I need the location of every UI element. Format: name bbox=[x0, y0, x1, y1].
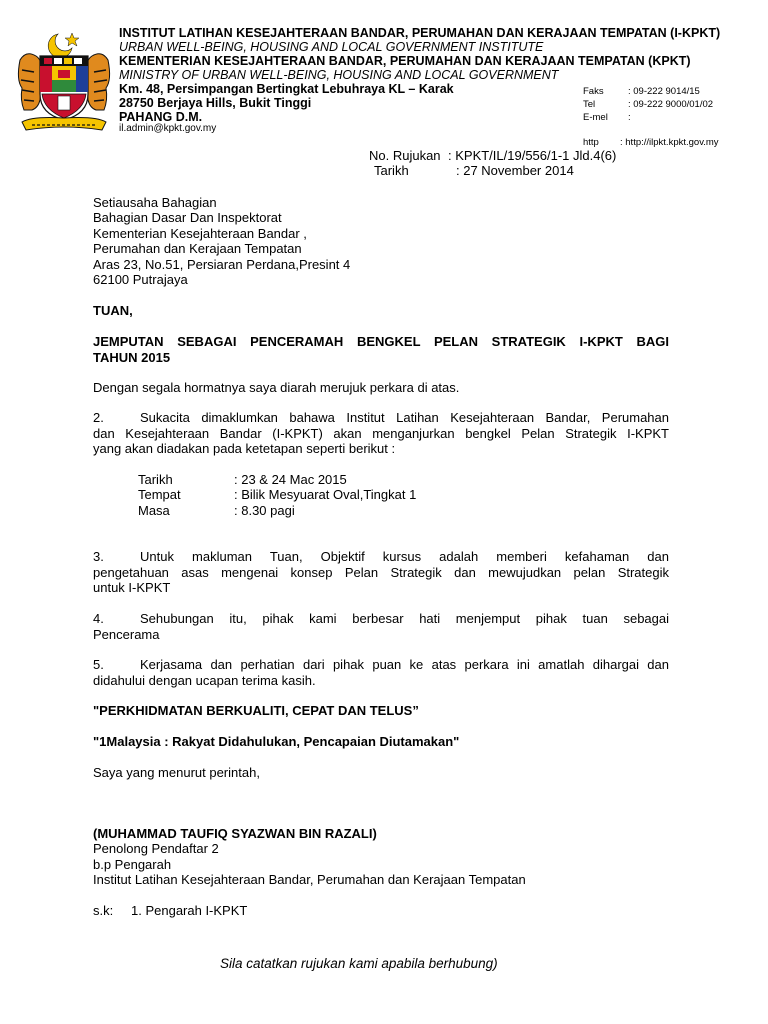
subject-heading bbox=[93, 334, 669, 365]
recipient-line: Bahagian Dasar Dan Inspektorat bbox=[93, 210, 282, 225]
event-row-time bbox=[138, 503, 295, 519]
paragraph-text: Sehubungan itu, pihak kami berbesar hati menjemput pihak tuan sebagai bbox=[140, 611, 669, 626]
paragraph-3 bbox=[93, 549, 669, 596]
cc-item: 1. Pengarah I-KPKT bbox=[131, 903, 248, 918]
paragraph-line: untuk I-KPKT bbox=[93, 580, 171, 595]
email-address: il.admin@kpkt.gov.my bbox=[119, 123, 217, 134]
subject-line: TAHUN 2015 bbox=[93, 349, 171, 365]
event-value: : Bilik Mesyuarat Oval,Tingkat 1 bbox=[234, 487, 417, 502]
reference-no-label: No. Rujukan bbox=[369, 148, 441, 163]
paragraph-line: Pencerama bbox=[93, 626, 160, 642]
signatory-name: (MUHAMMAD TAUFIQ SYAZWAN BIN RAZALI) bbox=[93, 826, 377, 841]
paragraph-text: Sukacita dimaklumkan bahawa Institut Latihan Kesejahteraan Bandar, Perumahan bbox=[140, 410, 669, 425]
paragraph-number: 3. bbox=[93, 549, 104, 564]
footer-note: Sila catatkan rujukan kami apabila berhubung) bbox=[220, 956, 498, 971]
reference-date-label: Tarikh bbox=[374, 163, 409, 178]
address-line-2: 28750 Berjaya Hills, Bukit Tinggi bbox=[119, 96, 312, 110]
event-row-venue bbox=[138, 487, 416, 503]
recipient-line: Kementerian Kesejahteraan Bandar , bbox=[93, 226, 307, 241]
ministry-name-en: MINISTRY OF URBAN WELL-BEING, HOUSING AND LOCAL GOVERNMENT bbox=[119, 68, 559, 82]
address-line-3: PAHANG D.M. bbox=[119, 110, 203, 124]
crest-icon bbox=[14, 30, 114, 136]
reference-date-value: : 27 November 2014 bbox=[456, 163, 574, 178]
recipient-line: 62100 Putrajaya bbox=[93, 272, 188, 287]
reference-no-value: : KPKT/IL/19/556/1-1 Jld.4(6) bbox=[448, 148, 617, 163]
paragraph-line: dan Kesejahteraan Bandar (I-KPKT) akan menganjurkan bengkel Pelan Strategik I-KPKT bbox=[93, 425, 669, 441]
paragraph-number: 5. bbox=[93, 657, 104, 672]
paragraph-text: Untuk makluman Tuan, Objektif kursus adalah memberi kefahaman dan bbox=[140, 549, 669, 564]
closing-line: Saya yang menurut perintah, bbox=[93, 765, 260, 780]
event-label: Masa bbox=[138, 503, 170, 518]
signatory-on-behalf: b.p Pengarah bbox=[93, 857, 172, 872]
paragraph-4 bbox=[93, 611, 669, 642]
paragraph-line: yang akan diadakan pada ketetapan seperti berikut : bbox=[93, 441, 396, 456]
recipient-line: Setiausaha Bahagian bbox=[93, 195, 217, 210]
paragraph-number: 2. bbox=[93, 410, 104, 425]
address-line-1: Km. 48, Persimpangan Bertingkat Lebuhraya KL – Karak bbox=[119, 82, 454, 96]
contact-tel-label: Tel bbox=[583, 99, 596, 110]
contact-fax-value: : 09-222 9014/15 bbox=[628, 86, 700, 97]
paragraph-number: 4. bbox=[93, 611, 104, 626]
cc-label: s.k: bbox=[93, 903, 114, 918]
paragraph-1: Dengan segala hormatnya saya diarah merujuk perkara di atas. bbox=[93, 380, 460, 395]
signatory-title: Penolong Pendaftar 2 bbox=[93, 841, 219, 856]
paragraph-2 bbox=[93, 410, 669, 457]
paragraph-line: pengetahuan asas mengenai konsep Pelan Strategik dan mewujudkan pelan Strategik bbox=[93, 564, 669, 580]
institute-name-en: URBAN WELL-BEING, HOUSING AND LOCAL GOVERNMENT INSTITUTE bbox=[119, 40, 544, 54]
recipient-line: Perumahan dan Kerajaan Tempatan bbox=[93, 241, 302, 256]
subject-line: JEMPUTAN SEBAGAI PENCERAMAH BENGKEL PELAN STRATEGIK I-KPKT BAGI bbox=[93, 334, 669, 349]
motto-1malaysia: "1Malaysia : Rakyat Didahulukan, Pencapaian Diutamakan" bbox=[93, 734, 460, 749]
paragraph-text: Kerjasama dan perhatian dari pihak puan ke atas perkara ini amatlah dihargai dan bbox=[140, 657, 669, 672]
event-label: Tarikh bbox=[138, 472, 173, 487]
event-row-date bbox=[138, 472, 347, 488]
contact-web-label: http bbox=[583, 137, 599, 148]
ministry-name: KEMENTERIAN KESEJAHTERAAN BANDAR, PERUMAHAN DAN KERAJAAN TEMPATAN (KPKT) bbox=[119, 54, 691, 68]
signatory-organization: Institut Latihan Kesejahteraan Bandar, Perumahan dan Kerajaan Tempatan bbox=[93, 872, 526, 887]
institute-name: INSTITUT LATIHAN KESEJAHTERAAN BANDAR, PERUMAHAN DAN KERAJAAN TEMPATAN (I-KPKT) bbox=[119, 26, 721, 40]
paragraph-line: didahului dengan ucapan terima kasih. bbox=[93, 672, 316, 688]
contact-fax-label: Faks bbox=[583, 86, 604, 97]
contact-web-value[interactable]: : http://ilpkt.kpkt.gov.my bbox=[620, 137, 719, 148]
contact-email-value: : bbox=[628, 112, 631, 123]
motto-service: "PERKHIDMATAN BERKUALITI, CEPAT DAN TELUS” bbox=[93, 703, 419, 718]
recipient-line: Aras 23, No.51, Persiaran Perdana,Presint 4 bbox=[93, 257, 351, 272]
paragraph-line bbox=[93, 657, 669, 673]
paragraph-line bbox=[93, 549, 669, 565]
event-label: Tempat bbox=[138, 487, 181, 502]
salutation: TUAN, bbox=[93, 303, 133, 318]
event-value: : 8.30 pagi bbox=[234, 503, 295, 518]
paragraph-line bbox=[93, 611, 669, 627]
event-value: : 23 & 24 Mac 2015 bbox=[234, 472, 347, 487]
contact-email-label: E-mel bbox=[583, 112, 608, 123]
crest-logo bbox=[14, 30, 114, 136]
contact-tel-value: : 09-222 9000/01/02 bbox=[628, 99, 714, 110]
paragraph-5 bbox=[93, 657, 669, 688]
paragraph-line bbox=[93, 410, 669, 426]
